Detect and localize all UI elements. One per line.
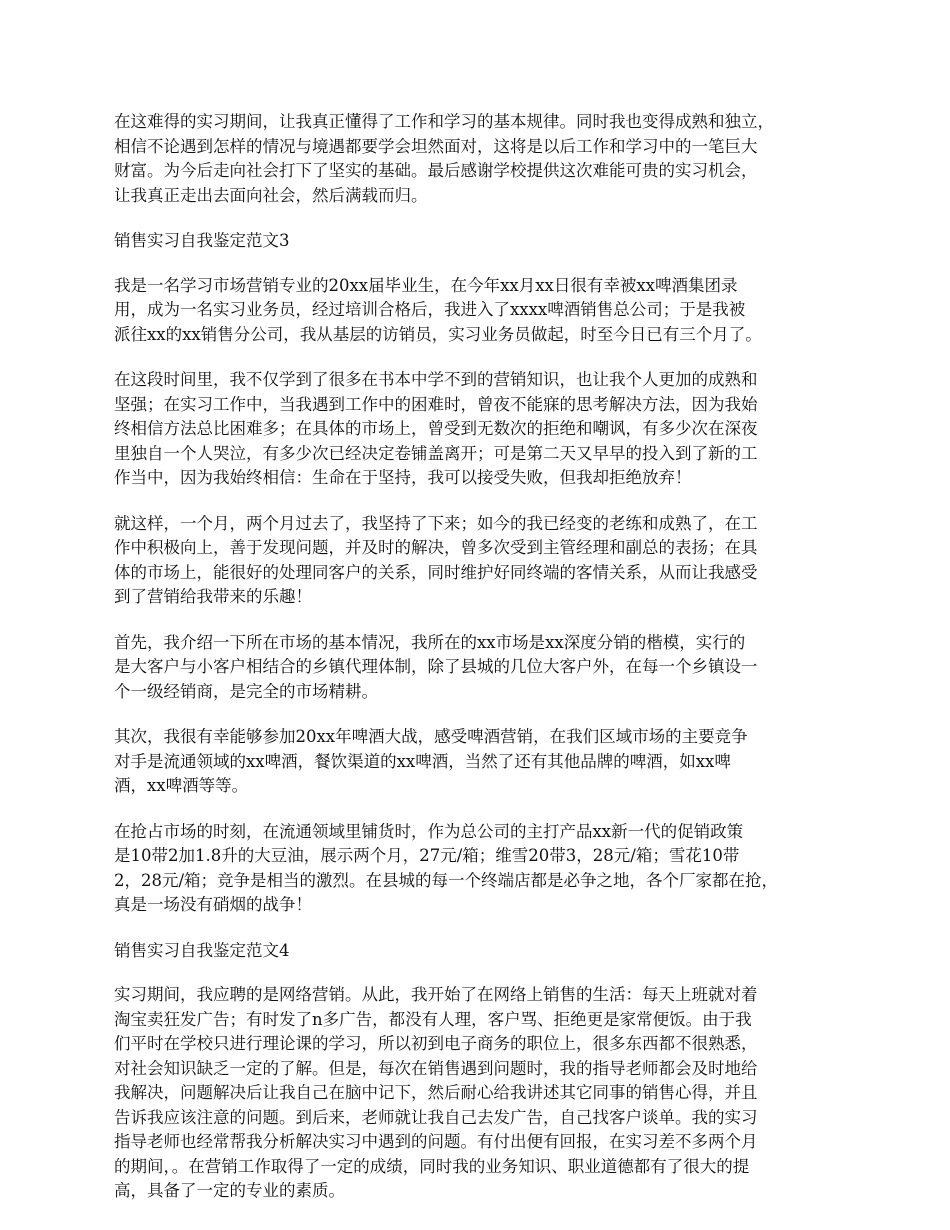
text-line: 里独自一个人哭泣，有多少次已经决定卷铺盖离开；可是第二天又早早的投入到了新的工 xyxy=(114,443,758,463)
text-line: 真是一场没有硝烟的战争！ xyxy=(114,895,312,914)
text-line: 派往xx的xx销售分公司，我从基层的访销员，实习业务员做起，时至今日已有三个月了。 xyxy=(114,324,762,344)
text-line: 是10带2加1.8升的大豆油，展示两个月，27元/箱；维雪20带3，28元/箱；雪花10带 xyxy=(114,846,740,865)
paragraph-persistence xyxy=(114,512,850,610)
text-line: 告诉我应该注意的问题。到后来，老师就让我自己去发广告，自己找客户谈单。我的实习 xyxy=(114,1107,758,1127)
text-line: 到了营销给我带来的乐趣！ xyxy=(114,587,312,606)
text-line: 终相信方法总比困难多；在具体的市场上，曾受到无数次的拒绝和嘲讽，有多少次在深夜 xyxy=(114,419,758,438)
text-line: 其次，我很有幸能够参加20xx年啤酒大战，感受啤酒营销，在我们区域市场的主要竞争 xyxy=(114,727,748,746)
text-line: 相信不论遇到怎样的情况与境遇都要学会坦然面对，这将是以后工作和学习中的一笔巨大 xyxy=(114,136,758,156)
text-line: 们平时在学校只进行理论课的学习，所以初到电子商务的职位上，很多东西都不很熟悉， xyxy=(114,1034,758,1053)
text-line: 的期间，。在营销工作取得了一定的成绩，同时我的业务知识、职业道德都有了很大的提 xyxy=(114,1156,750,1176)
text-line: 对社会知识缺乏一定的了解。但是，每次在销售遇到问题时，我的指导老师都会及时地给 xyxy=(114,1058,758,1078)
text-line: 作当中，因为我始终相信：生命在于坚持，我可以接受失败，但我却拒绝放弃！ xyxy=(114,468,692,487)
text-line: 首先，我介绍一下所在市场的基本情况，我所在的xx市场是xx深度分销的楷模，实行的 xyxy=(114,632,746,652)
text-line: 淘宝卖狂发广告；有时发了n多广告，都没有人理，客户骂、拒绝更是家常便饭。由于我 xyxy=(114,1009,752,1029)
paragraph-market-overview xyxy=(114,631,850,705)
paragraph-growth xyxy=(114,368,850,491)
document-body xyxy=(114,110,850,1204)
text-line: 在抢占市场的时刻，在流通领域里铺货时，作为总公司的主打产品xx新一代的促销政策 xyxy=(114,821,744,841)
text-line: 财富。为今后走向社会打下了坚实的基础。最后感谢学校提供这次难能可贵的实习机会， xyxy=(114,161,758,180)
text-line: 就这样，一个月，两个月过去了，我坚持了下来；如今的我已经变的老练和成熟了，在工 xyxy=(114,513,758,533)
paragraph-internship-summary xyxy=(114,110,850,208)
text-line: 是大客户与小客户相结合的乡镇代理体制，除了县城的几位大客户外，在每一个乡镇设一 xyxy=(114,657,758,676)
text-line: 在这段时间里，我不仅学到了很多在书本中学不到的营销知识，也让我个人更加的成熟和 xyxy=(114,370,758,389)
text-line: 对手是流通领域的xx啤酒，餐饮渠道的xx啤酒，当然了还有其他品牌的啤酒，如xx啤 xyxy=(114,751,731,771)
text-line: 酒，xx啤酒等等。 xyxy=(114,776,249,795)
text-line: 我是一名学习市场营销专业的20xx届毕业生，在今年xx月xx日很有幸被xx啤酒集团录 xyxy=(114,275,738,295)
text-line: 在这难得的实习期间，让我真正懂得了工作和学习的基本规律。同时我也变得成熟和独立， xyxy=(114,112,774,131)
text-line: 高，具备了一定的专业的素质。 xyxy=(114,1181,345,1200)
section-heading-3: 销售实习自我鉴定范文3 xyxy=(114,231,290,250)
text-line: 我解决，问题解决后让我自己在脑中记下，然后耐心给我讲述其它同事的销售心得，并且 xyxy=(114,1083,758,1102)
text-line: 让我真正走出去面向社会，然后满载而归。 xyxy=(114,185,428,205)
text-line: 体的市场上，能很好的处理同客户的关系，同时维护好同终端的客情关系，从而让我感受 xyxy=(114,562,758,582)
text-line: 坚强；在实习工作中，当我遇到工作中的困难时，曾夜不能寐的思考解决方法，因为我始 xyxy=(114,394,758,414)
text-line: 个一级经销商，是完全的市场精耕。 xyxy=(114,681,378,701)
paragraph-introduction xyxy=(114,274,850,348)
paragraph-competition xyxy=(114,725,850,799)
text-line: 作中积极向上，善于发现问题，并及时的解决，曾多次受到主管经理和副总的表扬；在具 xyxy=(114,538,758,557)
section-heading-4: 销售实习自我鉴定范文4 xyxy=(114,940,290,960)
text-line: 2，28元/箱；竞争是相当的激烈。在县城的每一个终端店都是必争之地，各个厂家都在抢， xyxy=(114,870,779,890)
text-line: 指导老师也经常帮我分析解决实习中遇到的问题。有付出便有回报，在实习差不多两个月 xyxy=(114,1132,758,1151)
text-line: 实习期间，我应聘的是网络营销。从此，我开始了在网络上销售的生活：每天上班就对着 xyxy=(114,985,758,1004)
text-line: 用，成为一名实习业务员，经过培训合格后，我进入了xxxx啤酒销售总公司；于是我被 xyxy=(114,300,746,319)
paragraph-online-sales xyxy=(114,983,850,1204)
paragraph-promotion xyxy=(114,820,850,918)
